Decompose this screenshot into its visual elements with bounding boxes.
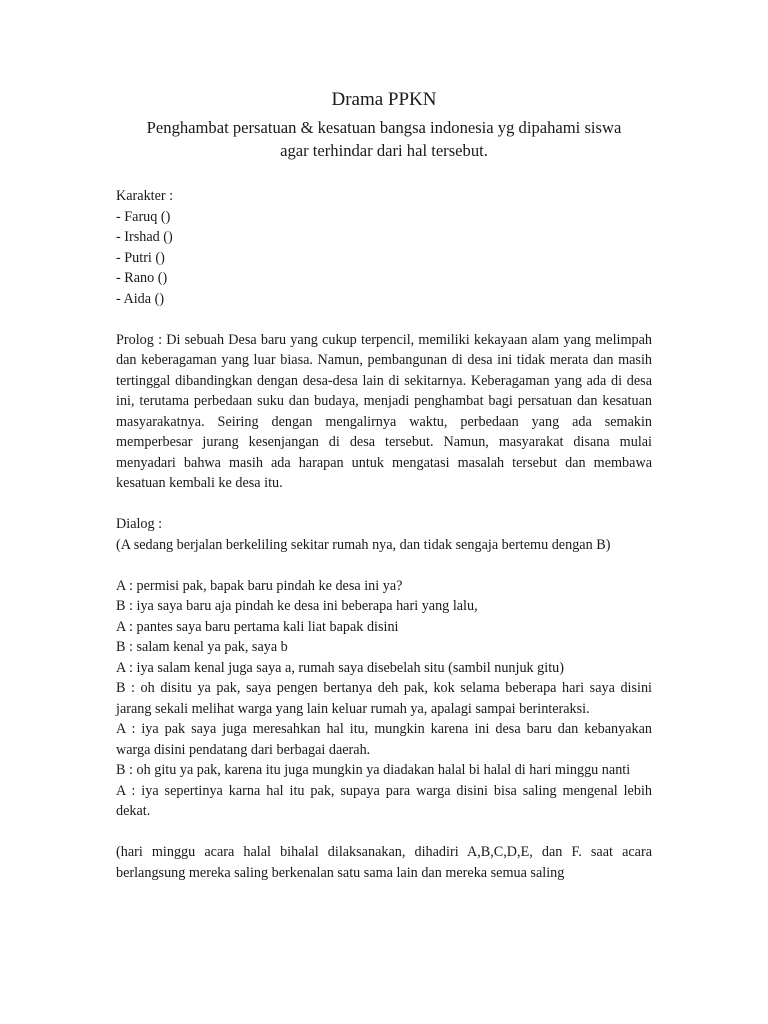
dialog-line: A : iya salam kenal juga saya a, rumah saya disebelah situ (sambil nunjuk gitu): [116, 659, 564, 676]
spacer: [116, 309, 652, 330]
character-item: - Aida (): [116, 290, 165, 307]
characters-section: [116, 186, 652, 309]
dialog-line: A : iya pak saya juga meresahkan hal itu, mungkin karena ini desa baru dan kebanyakan warga disini pendatang dari berbagai daerah.: [116, 721, 652, 758]
spacer: [116, 555, 652, 576]
dialog-line: A : iya sepertinya karna hal itu pak, supaya para warga disini bisa saling mengenal lebih dekat.: [116, 782, 652, 819]
dialog-section: [116, 514, 652, 883]
spacer: [116, 822, 652, 843]
stage-direction: (hari minggu acara halal bihalal dilaksanakan, dihadiri A,B,C,D,E, dan F. saat acara berlangsung mereka saling berkenalan satu sama lain dan mereka semua saling: [116, 844, 652, 881]
character-item: - Irshad (): [116, 229, 173, 245]
characters-list: [116, 207, 652, 310]
spacer: [116, 494, 652, 515]
prologue-paragraph: Prolog : Di sebuah Desa baru yang cukup terpencil, memiliki kekayaan alam yang melimpah dan keberagaman yang luar biasa. Namun, pembangunan di desa ini tidak merata dan masih tertinggal dibandingkan dengan desa-desa lain di sekitarnya. Keberagaman yang ada di desa ini, terutama perbedaan suku dan budaya, menjadi penghambat bagi persatuan dan kesatuan masyarakatnya. Seiring dengan mengalirnya waktu, perbedaan yang ada semakin memperbesar jurang kesenjangan di desa tersebut. Namun, masyarakat disana mulai menyadari bahwa masih ada harapan untuk mengatasi masalah tersebut dan membawa kesatuan kembali ke desa itu.: [116, 331, 652, 491]
characters-label: Karakter :: [116, 188, 174, 204]
stage-direction: (A sedang berjalan berkeliling sekitar rumah nya, dan tidak sengaja bertemu dengan B): [116, 536, 611, 553]
document-title: Drama PPKN: [331, 89, 437, 110]
dialog-line: B : oh disitu ya pak, saya pengen bertanya deh pak, kok selama beberapa hari saya disini jarang sekali melihat warga yang lain keluar rumah ya, apalagi sampai berinteraksi.: [116, 680, 652, 717]
spacer: [116, 162, 652, 186]
dialog-line: B : oh gitu ya pak, karena itu juga mungkin ya diadakan halal bi halal di hari minggu nanti: [116, 762, 631, 778]
document-subtitle-line-2: agar terhindar dari hal tersebut.: [280, 141, 488, 160]
dialog-line: B : salam kenal ya pak, saya b: [116, 639, 288, 655]
dialog-line: A : permisi pak, bapak baru pindah ke desa ini ya?: [116, 577, 403, 594]
character-item: - Rano (): [116, 270, 168, 286]
prologue-section: [116, 330, 652, 494]
dialog-label: Dialog :: [116, 516, 163, 532]
document-subtitle-line-1: Penghambat persatuan & kesatuan bangsa indonesia yg dipahami siswa: [146, 118, 622, 137]
dialog-line: A : pantes saya baru pertama kali liat bapak disini: [116, 618, 399, 635]
character-item: - Faruq (): [116, 208, 171, 225]
dialog-line: B : iya saya baru aja pindah ke desa ini beberapa hari yang lalu,: [116, 598, 478, 614]
character-item: - Putri (): [116, 249, 165, 266]
